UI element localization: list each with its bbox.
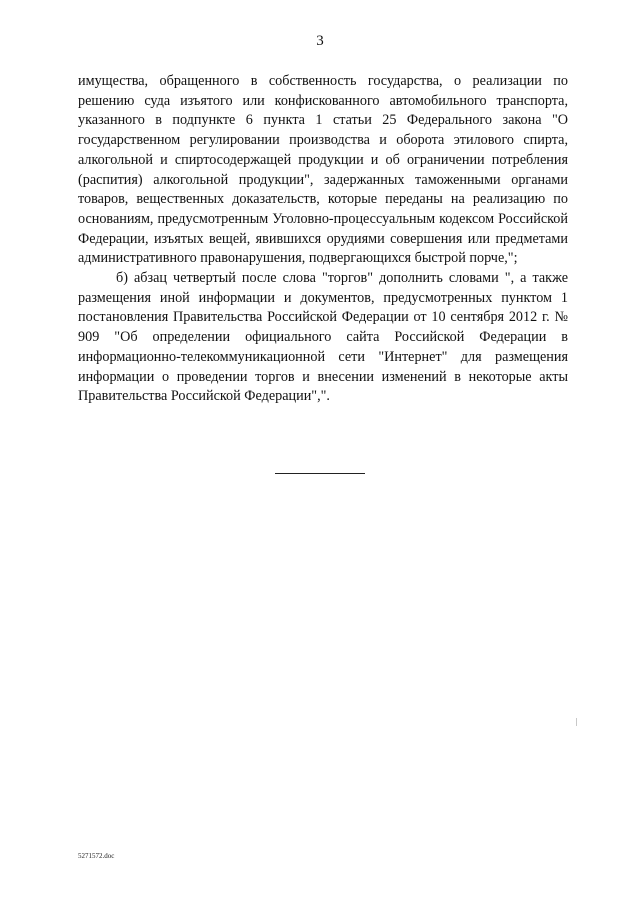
- file-name-footer: 5271572.doc: [78, 852, 115, 860]
- paragraph-continuation: имущества, обращенного в собственность государства, о реализации по решению суда изъятого или конфискованного автомобильного транспорта, указанного в подпункте 6 пункта 1 статьи 25 Федерального закона "О государственном регулировании производства и оборота этилового спирта, алкогольной и спиртосодержащей продукции и об ограничении потребления (распития) алкогольной продукции", задержанных таможенными органами товаров, вещественных доказательств, которые переданы на реализацию по основаниям, предусмотренным Уголовно-процессуальным кодексом Российской Федерации, изъятых вещей, явившихся орудиями совершения или предметами административного правонарушения, подвергающихся быстрой порче,";: [78, 73, 568, 267]
- paragraph-item-b: б) абзац четвертый после слова "торгов" дополнить словами ", а также размещения иной информации и документов, предусмотренных пунктом 1 постановления Правительства Российской Федерации от 10 сентября 2012 г. № 909 "Об определении официального сайта Российской Федерации в информационно-телекоммуникационной сети "Интернет" для размещения информации о проведении торгов и внесении изменений в некоторые акты Правительства Российской Федерации",".: [78, 270, 568, 405]
- page-number: 3: [316, 33, 324, 49]
- scan-artifact-mark: [576, 718, 577, 726]
- document-body: [78, 72, 568, 407]
- end-separator-line: [275, 473, 365, 474]
